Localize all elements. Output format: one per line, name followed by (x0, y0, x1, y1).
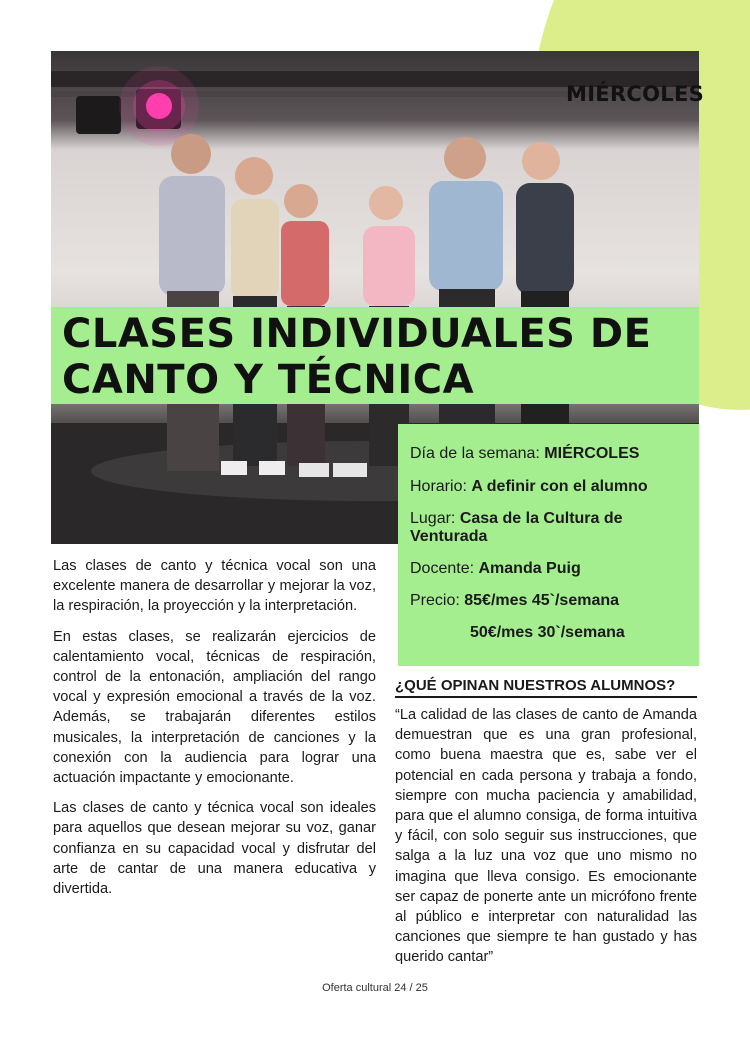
info-place-value-2: Venturada (410, 528, 488, 545)
page-title-line-1: CLASES INDIVIDUALES DE (62, 311, 652, 357)
info-day-value: MIÉRCOLES (544, 445, 640, 462)
description-column (53, 556, 376, 909)
description-paragraph: Las clases de canto y técnica vocal son ideales para aquellos que desean mejorar su voz, ganar confianza en su capacidad vocal y disfrutar del arte de cantar de una manera educativa y divertida. (53, 800, 376, 898)
info-schedule-label: Horario: (410, 478, 472, 495)
info-place-value-1: Casa de la Cultura de (459, 510, 623, 527)
info-price-value-2: 50€/mes 30`/semana (470, 624, 625, 641)
info-teacher-label: Docente: (410, 560, 479, 577)
info-teacher-value: Amanda Puig (478, 560, 581, 577)
description-paragraph: Las clases de canto y técnica vocal son una excelente manera de desarrollar y mejorar la voz, la respiración, la proyección y la interpretación. (53, 558, 376, 615)
info-place (410, 510, 623, 546)
info-price-label: Precio: (410, 592, 465, 609)
info-schedule-value: A definir con el alumno (471, 478, 648, 495)
info-place-label: Lugar: (410, 510, 460, 527)
info-price (410, 592, 619, 610)
weekday-label: MIÉRCOLES (566, 82, 705, 106)
info-day-label: Día de la semana: (410, 445, 545, 462)
info-schedule (410, 478, 648, 496)
student-quote: “La calidad de las clases de canto de Amanda demuestran que es una gran profesional, como buena maestra que es, sabe ver el potencial en cada persona y trabaja a fondo, siempre con mucha paciencia y amabilidad, para que el alumno consiga, de forma intuitiva y fácil, con solo seguir sus instrucciones, que salga a la luz una voz que uno mismo no imagina que lleva consigo. Es emocionante ser capaz de ponerte ante un micrófono frente al público e interpretar con naturalidad las canciones que siempre te han gustado y has querido cantar” (395, 707, 697, 966)
page-title (62, 307, 692, 403)
info-price-second (470, 624, 625, 642)
opinions-heading: ¿QUÉ OPINAN NUESTROS ALUMNOS? (395, 677, 697, 698)
page-title-line-2: CANTO Y TÉCNICA (62, 357, 475, 403)
info-price-value-1: 85€/mes 45`/semana (464, 592, 620, 609)
info-teacher (410, 560, 581, 578)
info-day (410, 445, 639, 463)
description-paragraph: En estas clases, se realizarán ejercicios de calentamiento vocal, técnicas de respiración, control de la entonación, ampliación del rango vocal y expresión emocional a través de la voz. Además, se trabajarán diferentes estilos musicales, la interpretación de canciones y la conexión con la audiencia para lograr una actuación impactante y emocionante. (53, 628, 376, 787)
page-footer: Oferta cultural 24 / 25 (322, 982, 428, 994)
